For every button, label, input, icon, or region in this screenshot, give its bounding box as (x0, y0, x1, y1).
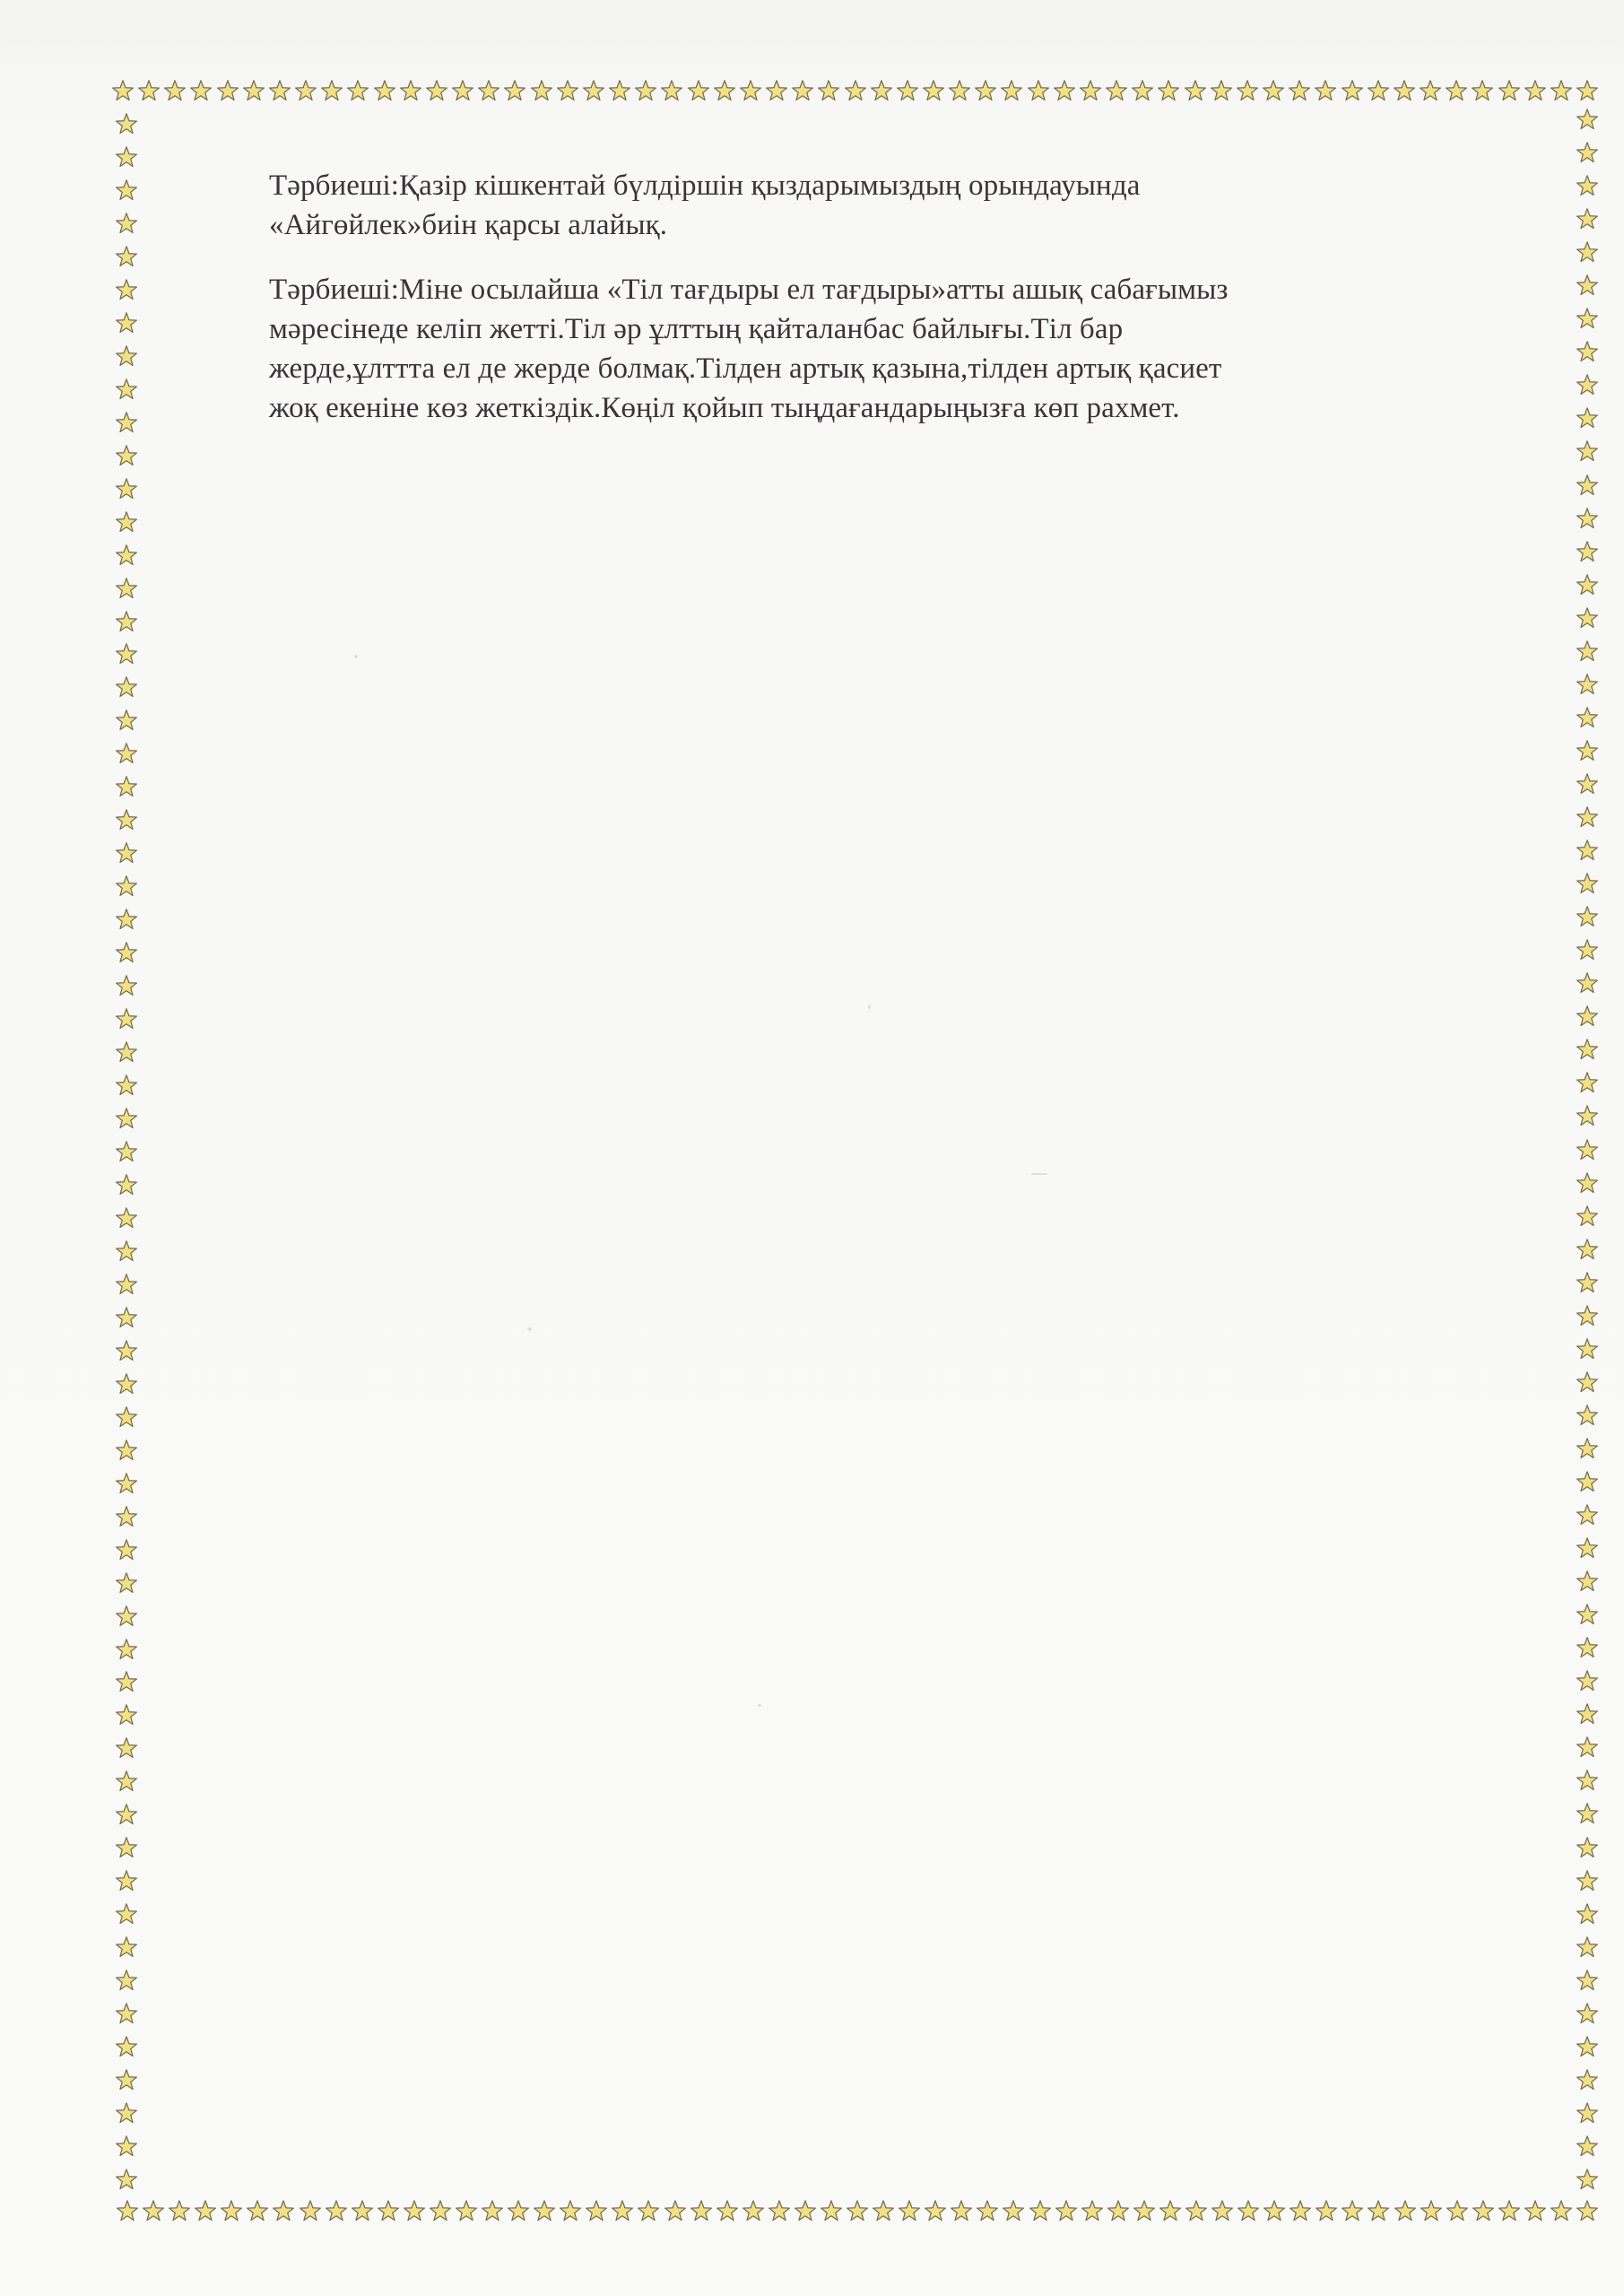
star-icon (844, 79, 867, 102)
star-icon (1576, 340, 1599, 363)
star-icon (115, 1969, 138, 1992)
star-icon (898, 2199, 921, 2222)
star-icon (115, 841, 138, 865)
star-icon (1576, 1038, 1599, 1061)
scan-speck (354, 655, 358, 658)
star-icon (403, 2199, 426, 2222)
star-icon (115, 1372, 138, 1396)
star-icon (1341, 2199, 1364, 2222)
star-icon (115, 477, 138, 500)
star-icon (116, 2199, 139, 2222)
star-icon (1576, 2101, 1599, 2125)
star-icon (115, 1935, 138, 1959)
star-icon (1576, 540, 1599, 563)
star-icon (115, 874, 138, 898)
star-icon (115, 1173, 138, 1196)
star-icon (1237, 2199, 1260, 2222)
star-icon (1079, 79, 1102, 102)
star-icon (1576, 872, 1599, 895)
star-icon (1576, 240, 1599, 264)
star-icon (268, 79, 291, 102)
star-icon (1576, 1570, 1599, 1593)
star-icon (115, 212, 138, 235)
star-icon (115, 1770, 138, 1793)
star-icon (1184, 79, 1207, 102)
star-icon (1576, 1271, 1599, 1294)
star-icon (1341, 79, 1364, 102)
star-icon (325, 2199, 348, 2222)
star-icon (115, 2168, 138, 2191)
star-icon (1576, 739, 1599, 762)
star-icon (1576, 439, 1599, 463)
star-icon (115, 675, 138, 699)
star-icon (115, 1040, 138, 1064)
star-icon (115, 642, 138, 665)
star-icon (115, 941, 138, 964)
star-icon (1576, 274, 1599, 297)
star-icon (1576, 2068, 1599, 2092)
star-icon (1576, 2168, 1599, 2191)
star-icon (1576, 673, 1599, 696)
star-icon (115, 808, 138, 831)
star-icon (637, 2199, 660, 2222)
star-icon (1576, 1437, 1599, 1460)
star-icon (1576, 905, 1599, 928)
star-icon (1576, 805, 1599, 829)
star-icon (1498, 79, 1521, 102)
star-icon (1576, 1669, 1599, 1692)
star-icon (1576, 1536, 1599, 1560)
star-icon (1524, 2199, 1547, 2222)
star-icon (115, 1803, 138, 1826)
star-icon (115, 1902, 138, 1926)
star-icon (1159, 2199, 1182, 2222)
star-icon (713, 79, 736, 102)
star-icon (530, 79, 553, 102)
star-icon (115, 178, 138, 202)
star-icon (1576, 1104, 1599, 1127)
star-icon (115, 2002, 138, 2025)
star-icon (687, 79, 710, 102)
star-icon (189, 79, 213, 102)
star-icon (716, 2199, 739, 2222)
star-icon (115, 1638, 138, 1661)
star-icon (477, 79, 500, 102)
star-icon (115, 1703, 138, 1726)
star-icon (115, 1439, 138, 1462)
star-icon (1576, 507, 1599, 530)
star-icon (115, 610, 138, 633)
star-icon (1420, 2199, 1443, 2222)
star-icon (1576, 1636, 1599, 1659)
star-icon (1576, 207, 1599, 230)
star-icon (1576, 2135, 1599, 2158)
star-icon (115, 1273, 138, 1296)
star-icon (1576, 971, 1599, 995)
star-icon (1055, 2199, 1078, 2222)
star-icon (1576, 1802, 1599, 1825)
star-icon (1471, 79, 1494, 102)
star-icon (1576, 307, 1599, 330)
star-icon (163, 79, 187, 102)
star-icon (1576, 706, 1599, 729)
star-icon (1107, 2199, 1130, 2222)
star-icon (220, 2199, 243, 2222)
star-icon (1394, 2199, 1417, 2222)
star-icon (1288, 79, 1311, 102)
star-icon (115, 1074, 138, 1097)
star-icon (1498, 2199, 1521, 2222)
star-icon (246, 2199, 269, 2222)
star-icon (1576, 2199, 1599, 2222)
star-icon (1576, 406, 1599, 430)
star-icon (168, 2199, 191, 2222)
star-icon (1002, 2199, 1025, 2222)
star-icon (1576, 2035, 1599, 2058)
star-icon (115, 1605, 138, 1628)
star-icon (1550, 2199, 1573, 2222)
star-icon (1393, 79, 1416, 102)
star-icon (115, 2035, 138, 2058)
star-icon (507, 2199, 530, 2222)
star-icon (115, 1571, 138, 1595)
star-icon (455, 2199, 478, 2222)
star-icon (1131, 79, 1154, 102)
star-icon (1576, 606, 1599, 630)
star-icon (896, 79, 919, 102)
star-icon (794, 2199, 817, 2222)
star-icon (115, 908, 138, 931)
star-icon (768, 2199, 791, 2222)
star-icon (1576, 1470, 1599, 1493)
star-icon (820, 2199, 843, 2222)
star-icon (1472, 2199, 1495, 2222)
star-icon (1576, 573, 1599, 596)
star-icon (1210, 79, 1233, 102)
star-icon (115, 1836, 138, 1859)
star-icon (1185, 2199, 1208, 2222)
star-icon (1289, 2199, 1312, 2222)
star-icon (115, 245, 138, 268)
star-icon (1262, 79, 1285, 102)
star-icon (817, 79, 840, 102)
star-icon (1027, 79, 1050, 102)
star-icon (377, 2199, 400, 2222)
star-icon (115, 1736, 138, 1760)
star-icon (115, 2135, 138, 2158)
star-icon (1576, 108, 1599, 131)
star-icon (870, 79, 893, 102)
star-icon (115, 709, 138, 732)
star-icon (950, 2199, 973, 2222)
scan-speck (868, 1004, 871, 1009)
star-icon (115, 1007, 138, 1031)
star-icon (115, 311, 138, 335)
star-icon (242, 79, 265, 102)
star-icon (948, 79, 971, 102)
star-icon (1576, 1503, 1599, 1526)
star-icon (1576, 174, 1599, 197)
star-icon (115, 1206, 138, 1230)
star-icon (1446, 2199, 1469, 2222)
star-icon (1419, 79, 1442, 102)
star-icon (216, 79, 239, 102)
star-icon (481, 2199, 504, 2222)
star-icon (1576, 1869, 1599, 1892)
star-icon (585, 2199, 608, 2222)
star-icon (559, 2199, 582, 2222)
star-icon (1576, 1304, 1599, 1327)
star-icon (556, 79, 579, 102)
star-icon (791, 79, 814, 102)
star-icon (115, 1339, 138, 1362)
star-icon (1081, 2199, 1104, 2222)
scan-speck (1031, 1173, 1047, 1175)
star-icon (115, 1405, 138, 1429)
paragraph-1: Тәрбиеші:Қазір кішкентай бүлдіршін қыздарымыздың орындауында «Айгөйлек»биін қарсы алайық. (269, 170, 1141, 241)
star-icon (846, 2199, 869, 2222)
star-icon (1133, 2199, 1156, 2222)
star-icon (115, 1107, 138, 1130)
document-body (269, 166, 1542, 453)
star-icon (1576, 1004, 1599, 1028)
star-icon (451, 79, 474, 102)
star-icon (503, 79, 526, 102)
star-icon (1367, 2199, 1390, 2222)
star-icon (115, 1538, 138, 1561)
star-icon (582, 79, 605, 102)
star-icon (142, 2199, 165, 2222)
star-icon (1576, 1603, 1599, 1626)
star-icon (1576, 373, 1599, 396)
star-icon (115, 411, 138, 434)
star-icon (399, 79, 422, 102)
star-icon (608, 79, 631, 102)
star-icon (1576, 938, 1599, 961)
star-icon (111, 79, 135, 102)
star-icon (664, 2199, 687, 2222)
star-icon (739, 79, 762, 102)
star-icon (373, 79, 396, 102)
star-icon (1576, 1969, 1599, 1992)
star-icon (1576, 474, 1599, 497)
star-icon (976, 2199, 999, 2222)
star-icon (1550, 79, 1573, 102)
star-icon (115, 775, 138, 798)
star-icon (429, 2199, 452, 2222)
star-icon (1367, 79, 1390, 102)
paragraph-2: Тәрбиеші:Міне осылайша «Тіл тағдыры ел тағдыры»атты ашық сабағымыз мәресінеде келіп жетті.Тіл әр ұлттың қайталанбас байлығы.Тіл бар жерде,ұлттта ел де жерде болмақ.Тілден артық қазына,тілден артық қасиет жоқ екеніне көз жеткіздік.Көңіл қойып тыңдағандарыңызға көп рахмет. (269, 274, 1229, 424)
star-icon (974, 79, 997, 102)
star-icon (1576, 839, 1599, 862)
star-icon (294, 79, 317, 102)
star-icon (115, 1306, 138, 1329)
star-icon (1576, 141, 1599, 164)
star-icon (660, 79, 683, 102)
star-icon (1314, 79, 1337, 102)
star-icon (1053, 79, 1076, 102)
star-icon (115, 544, 138, 567)
star-icon (1576, 2002, 1599, 2025)
star-icon (115, 1869, 138, 1892)
star-icon (1236, 79, 1259, 102)
star-icon (1576, 1171, 1599, 1195)
star-icon (1576, 1702, 1599, 1726)
star-icon (115, 444, 138, 467)
star-icon (690, 2199, 713, 2222)
star-icon (1576, 1404, 1599, 1427)
star-icon (115, 510, 138, 534)
star-icon (1576, 1836, 1599, 1859)
star-icon (115, 378, 138, 401)
star-icon (1576, 772, 1599, 796)
star-icon (115, 2101, 138, 2125)
star-icon (533, 2199, 556, 2222)
star-icon (115, 974, 138, 997)
star-icon (1524, 79, 1547, 102)
star-icon (634, 79, 657, 102)
star-icon (1315, 2199, 1338, 2222)
star-icon (299, 2199, 322, 2222)
star-icon (137, 79, 161, 102)
star-icon (1211, 2199, 1234, 2222)
star-icon (1576, 1138, 1599, 1161)
star-icon (1000, 79, 1023, 102)
star-icon (115, 112, 138, 135)
star-icon (1576, 1735, 1599, 1759)
star-icon (115, 1140, 138, 1163)
star-icon (115, 278, 138, 301)
scan-speck (758, 1704, 761, 1707)
star-icon (1445, 79, 1468, 102)
star-icon (1576, 1071, 1599, 1094)
star-icon (1576, 79, 1599, 102)
star-icon (922, 79, 945, 102)
star-icon (1263, 2199, 1286, 2222)
star-icon (272, 2199, 295, 2222)
star-icon (115, 1670, 138, 1693)
star-icon (765, 79, 788, 102)
scan-speck (527, 1327, 532, 1331)
star-icon (1576, 1769, 1599, 1792)
star-icon (924, 2199, 947, 2222)
star-icon (351, 2199, 374, 2222)
star-icon (1576, 1935, 1599, 1959)
star-icon (320, 79, 343, 102)
star-icon (346, 79, 369, 102)
star-icon (1576, 639, 1599, 663)
star-icon (194, 2199, 217, 2222)
star-icon (872, 2199, 895, 2222)
star-icon (425, 79, 448, 102)
star-icon (115, 1239, 138, 1263)
star-icon (1576, 1337, 1599, 1361)
star-icon (115, 577, 138, 600)
star-icon (115, 1505, 138, 1528)
star-icon (611, 2199, 634, 2222)
star-icon (115, 742, 138, 765)
star-icon (1029, 2199, 1052, 2222)
star-icon (1576, 1205, 1599, 1228)
star-icon (115, 2068, 138, 2092)
star-icon (1105, 79, 1128, 102)
star-icon (1157, 79, 1180, 102)
star-icon (115, 145, 138, 169)
star-icon (1576, 1902, 1599, 1926)
star-icon (115, 344, 138, 368)
star-icon (1576, 1370, 1599, 1394)
star-icon (115, 1472, 138, 1495)
star-icon (742, 2199, 765, 2222)
star-icon (1576, 1238, 1599, 1261)
